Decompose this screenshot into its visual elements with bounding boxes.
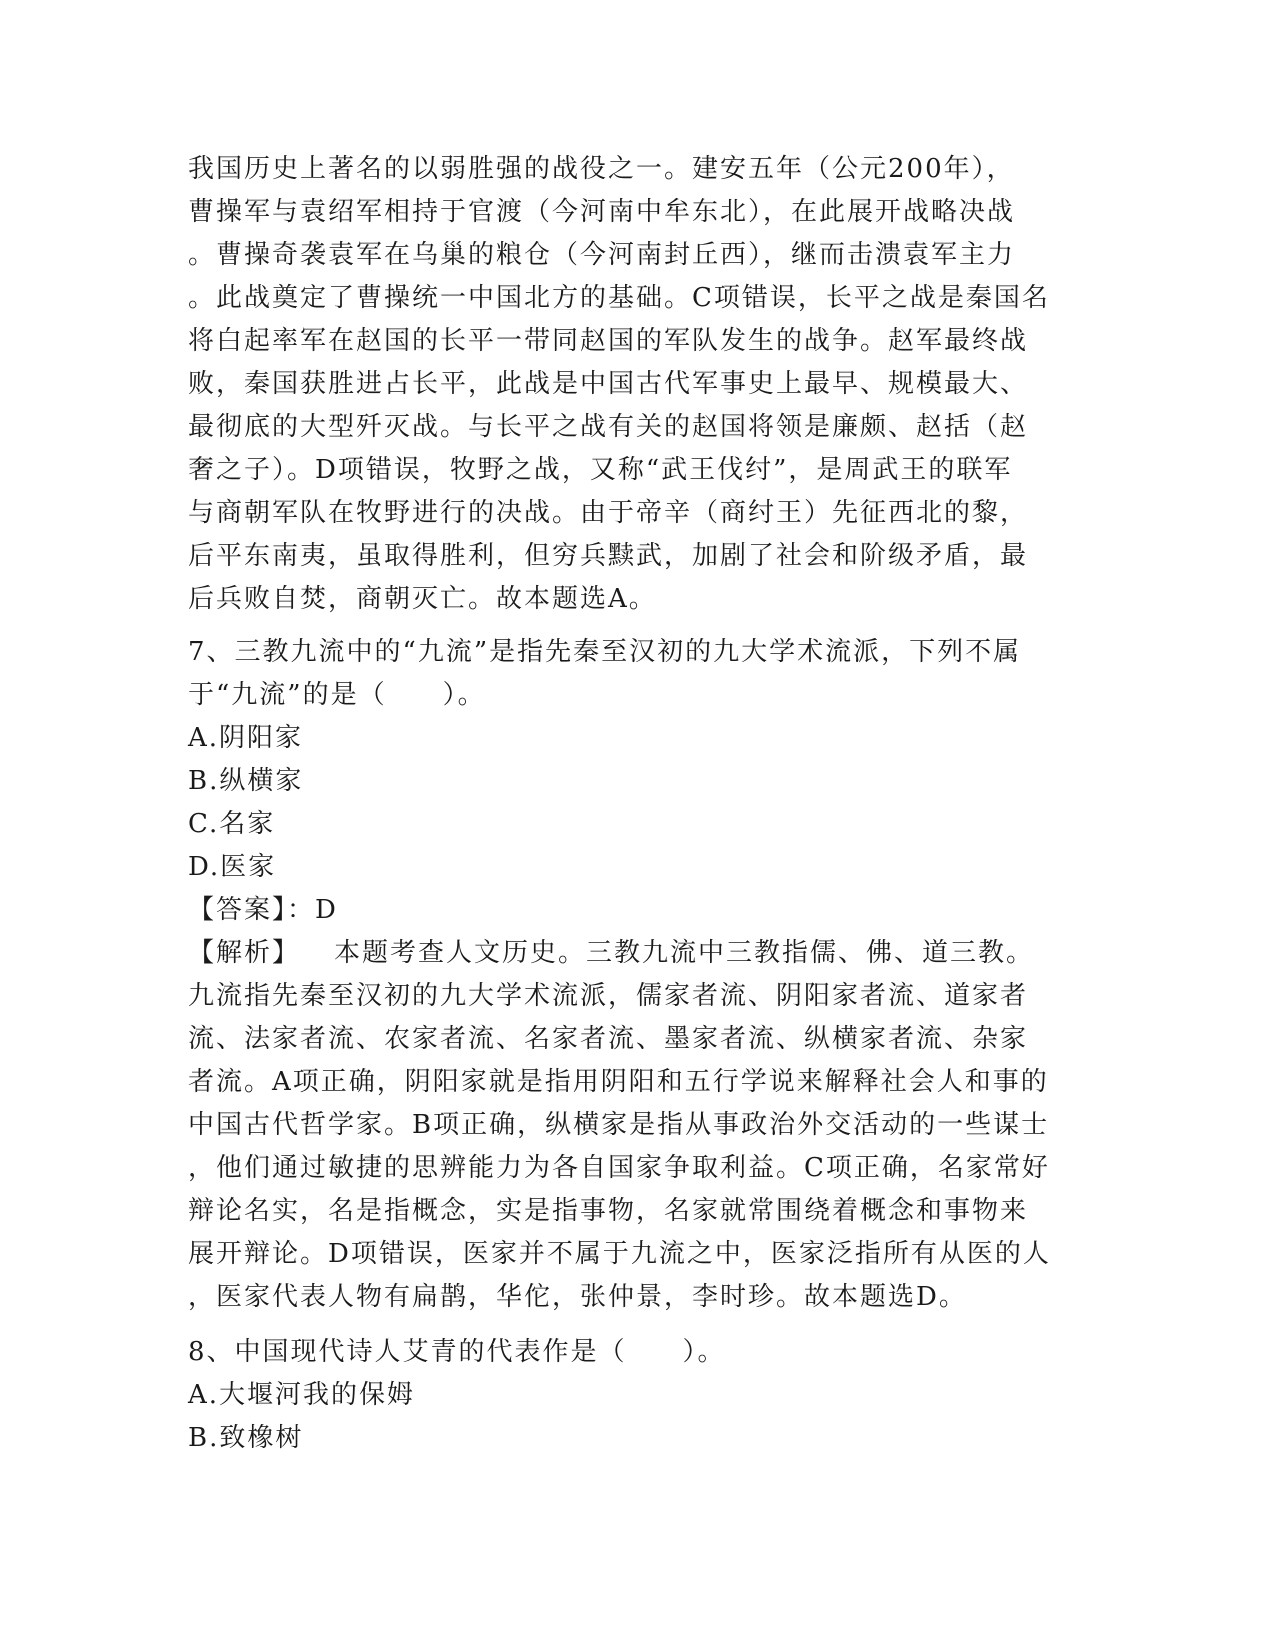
text-line: 。曹操奇袭袁军在乌巢的粮仓（今河南封丘西），继而击溃袁军主力 [188,240,1016,270]
text-line: 将白起率军在赵国的长平一带同赵国的军队发生的战争。赵军最终战 [188,326,1029,356]
text-line: 曹操军与袁绍军相持于官渡（今河南中牟东北），在此展开战略决战 [188,197,1016,227]
analysis-line: 者流。A项正确，阴阳家就是指用阴阳和五行学说来解释社会人和事的 [188,1067,1049,1097]
answer-line [188,889,1088,932]
text-line: 。此战奠定了曹操统一中国北方的基础。C项错误，长平之战是秦国名 [188,283,1050,313]
answer-value: D [315,895,338,925]
option-b: B.致橡树 [188,1423,304,1453]
question-stem: 8、中国现代诗人艾青的代表作是（ ）。 [188,1337,726,1367]
text-line: 后兵败自焚，商朝灭亡。故本题选A。 [188,584,657,614]
question-stem: 7、三教九流中的“九流”是指先秦至汉初的九大学术流派，下列不属 [188,637,1022,667]
analysis-line [188,932,1088,975]
text-line: 后平东南夷，虽取得胜利，但穷兵黩武，加剧了社会和阶级矛盾，最 [188,541,1029,571]
spacer [188,621,1088,631]
option-a: A.阴阳家 [188,723,304,753]
analysis-line: 流、法家者流、农家者流、名家者流、墨家者流、纵横家者流、杂家 [188,1024,1029,1054]
analysis-line: 九流指先秦至汉初的九大学术流派，儒家者流、阴阳家者流、道家者 [188,981,1029,1011]
text-line: 败，秦国获胜进占长平，此战是中国古代军事史上最早、规模最大、 [188,369,1029,399]
option-d: D.医家 [188,852,277,882]
text-line: 最彻底的大型歼灭战。与长平之战有关的赵国将领是廉颇、赵括（赵 [188,412,1029,442]
question-stem: 于“九流”的是（ ）。 [188,680,486,710]
analysis-text: 本题考查人文历史。三教九流中三教指儒、佛、道三教。 [334,938,1035,968]
spacer [188,1319,1088,1331]
document-page [188,148,1088,1460]
analysis-line: 展开辩论。D项错误，医家并不属于九流之中，医家泛指所有从医的人 [188,1239,1051,1269]
previous-explanation [188,148,1088,621]
question-7 [188,631,1088,1319]
text-line: 我国历史上著名的以弱胜强的战役之一。建安五年（公元200年）， [188,154,1015,184]
answer-label: 【答案】： [188,895,316,925]
option-c: C.名家 [188,809,276,839]
option-b: B.纵横家 [188,766,304,796]
analysis-line: ，医家代表人物有扁鹊，华佗，张仲景，李时珍。故本题选D。 [188,1282,967,1312]
text-line: 奢之子）。D项错误，牧野之战，又称“武王伐纣”，是周武王的联军 [188,455,1013,485]
analysis-label: 【解析】 [188,938,301,968]
question-8 [188,1331,1088,1460]
text-line: 与商朝军队在牧野进行的决战。由于帝辛（商纣王）先征西北的黎， [188,498,1029,528]
analysis-line: 辩论名实，名是指概念，实是指事物，名家就常围绕着概念和事物来 [188,1196,1029,1226]
analysis-line: 中国古代哲学家。B项正确，纵横家是指从事政治外交活动的一些谋士 [188,1110,1050,1140]
option-a: A.大堰河我的保姆 [188,1380,416,1410]
analysis-line: ，他们通过敏捷的思辨能力为各自国家争取利益。C项正确，名家常好 [188,1153,1050,1183]
